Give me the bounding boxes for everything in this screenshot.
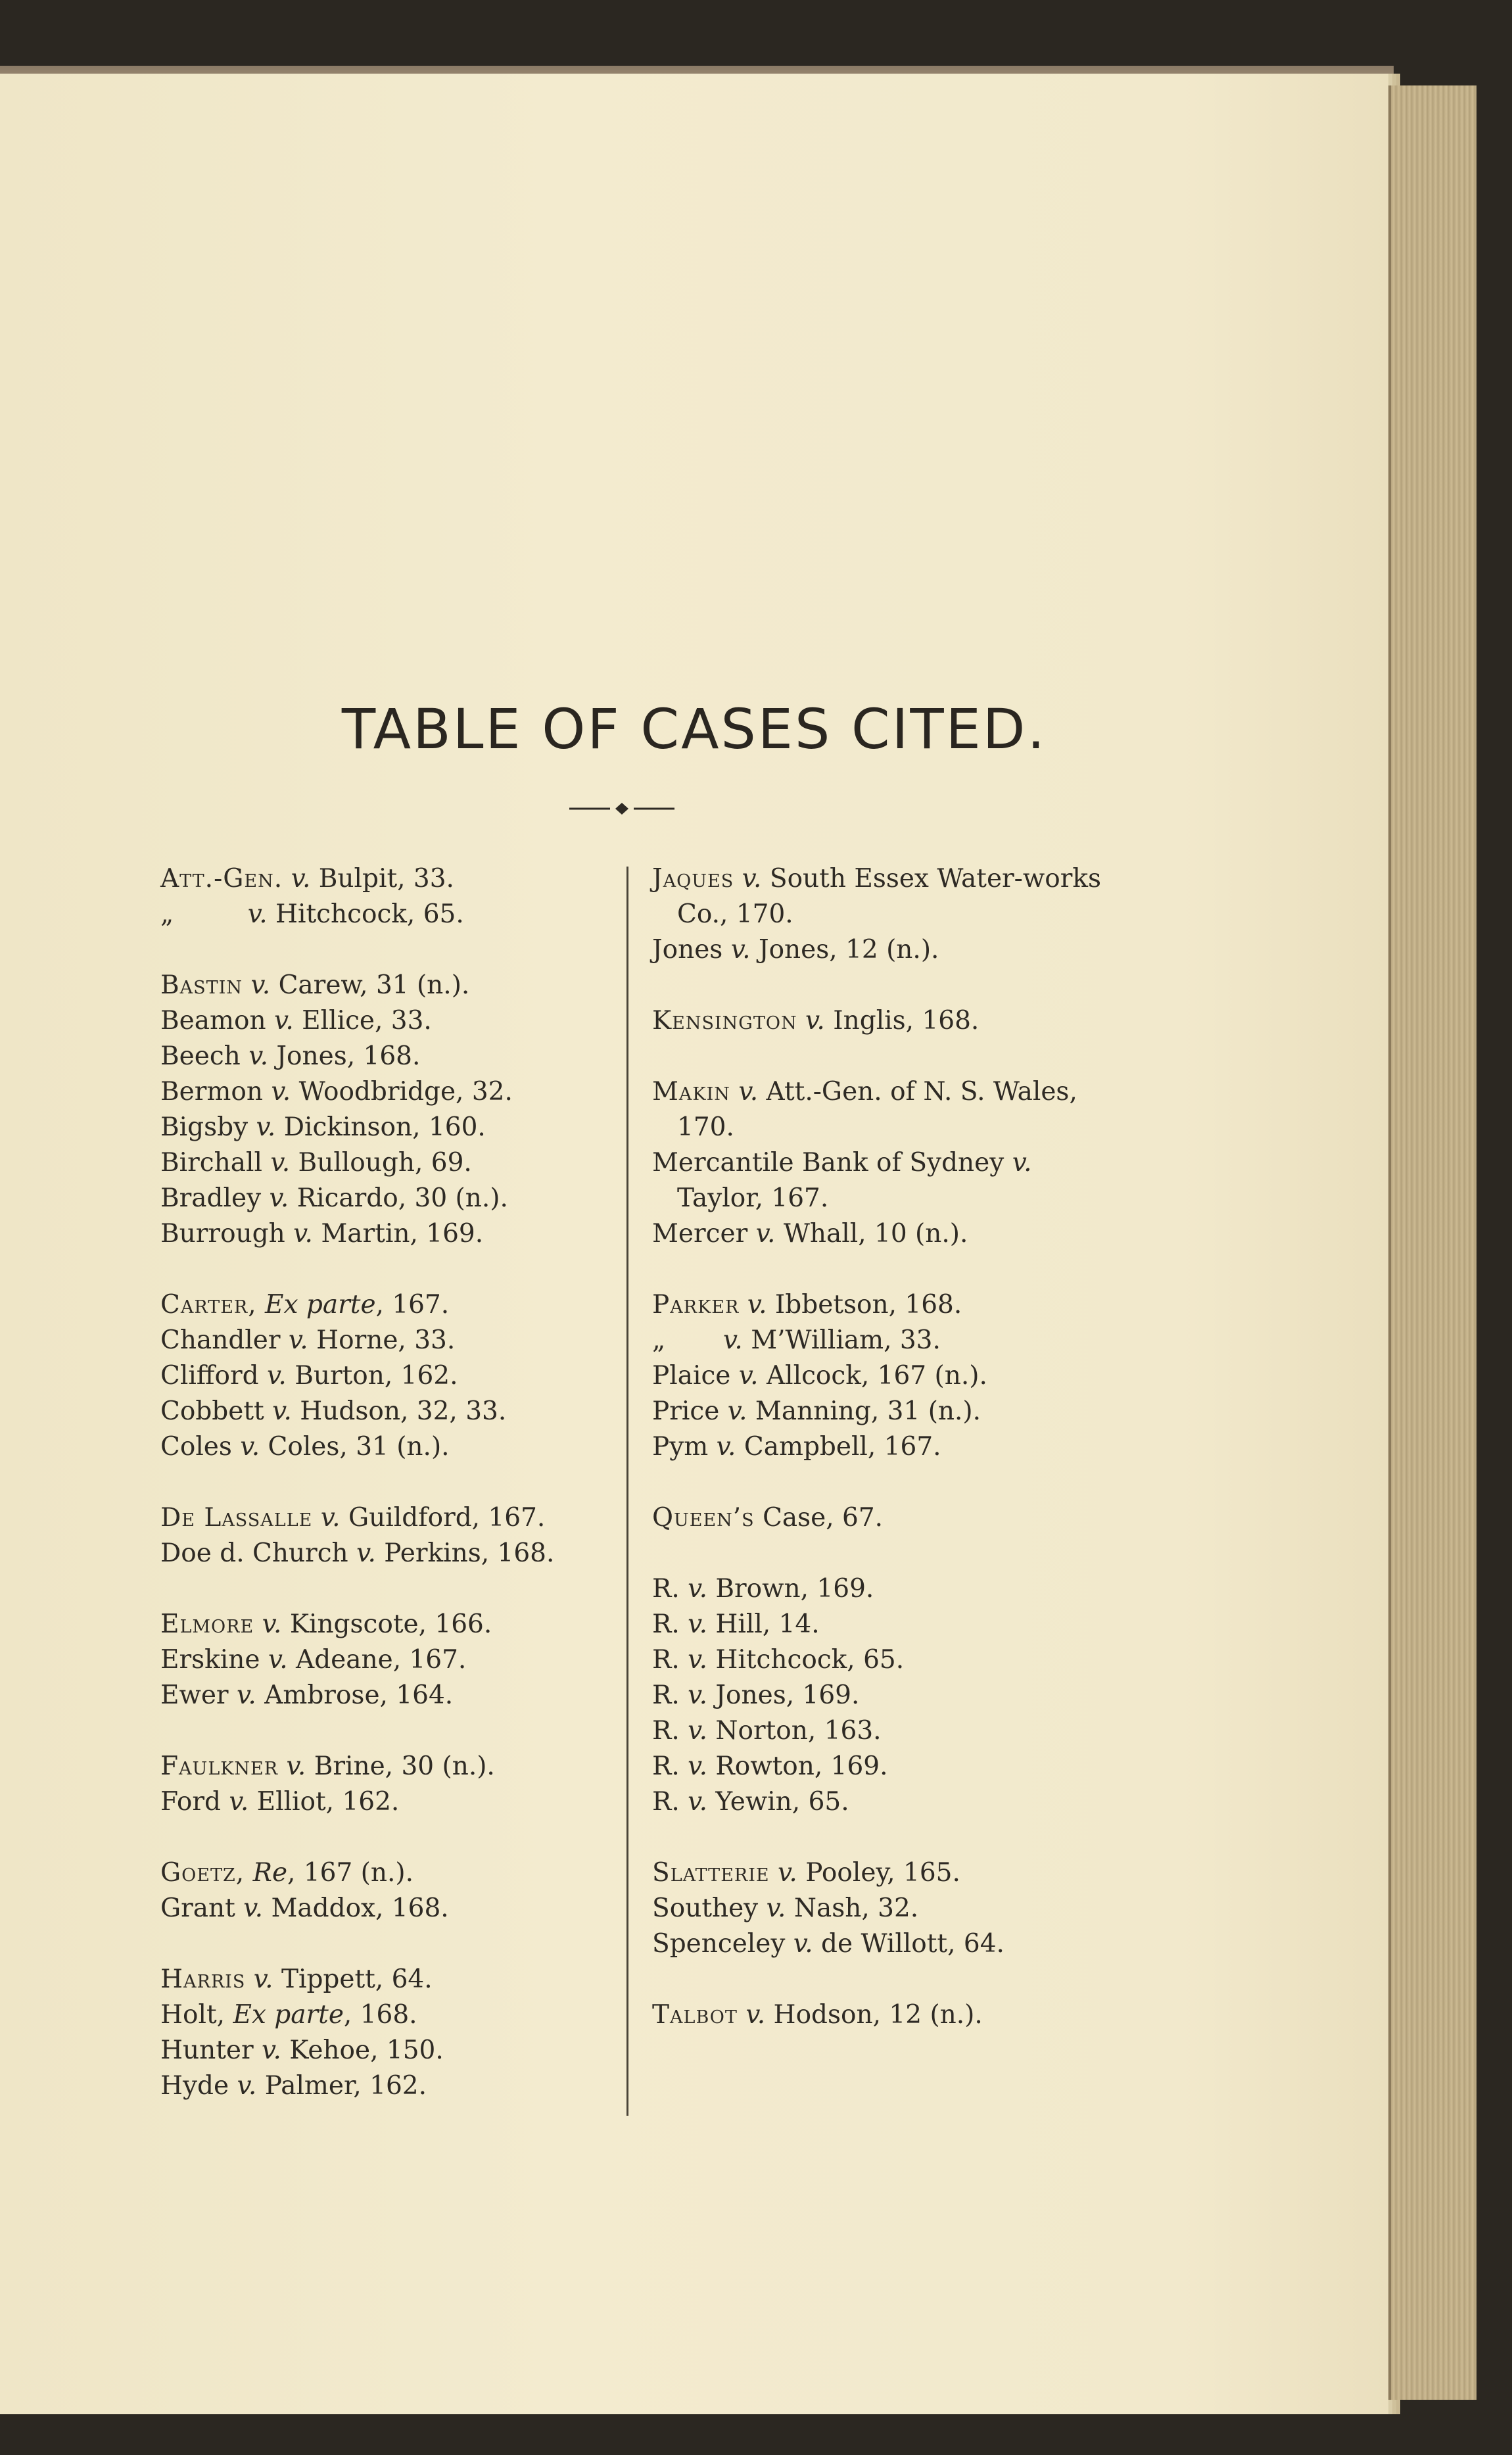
case-entry (652, 1287, 1119, 1323)
case-citation: v. Kingscote, 166. (262, 1609, 492, 1639)
case-citation: Erskine v. Adeane, 167. (160, 1645, 467, 1675)
case-letter-group (652, 1571, 1119, 1820)
italic-term: v. (286, 1752, 306, 1781)
page-stack-edge (1388, 85, 1477, 2400)
case-lead-name: Kensington (652, 1006, 797, 1036)
case-citation: Pym v. Campbell, 167. (652, 1432, 941, 1462)
italic-term: v. (742, 864, 762, 894)
case-entry (160, 1784, 621, 1820)
case-letter-group (160, 968, 621, 1252)
case-entry (160, 2033, 621, 2068)
case-entry (652, 1500, 1119, 1536)
italic-term: v. (229, 1787, 249, 1817)
italic-term: v. (268, 1645, 288, 1675)
case-letter-group (160, 1607, 621, 1713)
italic-term: v. (266, 1361, 287, 1391)
case-entry (160, 1181, 621, 1216)
italic-term: Re (252, 1858, 288, 1888)
case-entry (160, 1323, 621, 1358)
case-lead-name: Bastin (160, 970, 243, 1000)
case-entry (160, 1358, 621, 1394)
case-lead-name: „ (160, 899, 175, 929)
case-citation: Clifford v. Burton, 162. (160, 1361, 458, 1391)
case-lead-name: Faulkner (160, 1752, 279, 1781)
case-citation: Ford v. Elliot, 162. (160, 1787, 400, 1817)
case-letter-group (652, 1500, 1119, 1536)
italic-term: v. (250, 970, 271, 1000)
case-entry (652, 1145, 1119, 1216)
case-citation: v. South Essex Water-works Co., 170. (677, 864, 1110, 929)
italic-term: Ex parte (233, 2000, 344, 2030)
case-citation: Bigsby v. Dickinson, 160. (160, 1112, 486, 1142)
case-citation: v. Carew, 31 (n.). (250, 970, 470, 1000)
italic-term: v. (688, 1680, 707, 1710)
case-citation: Cobbett v. Hudson, 32, 33. (160, 1396, 507, 1426)
italic-term: v. (236, 1680, 256, 1710)
italic-term: v. (293, 1219, 313, 1249)
case-entry (652, 1394, 1119, 1429)
case-lead-name: Jaques (652, 864, 734, 894)
case-citation: Hunter v. Kehoe, 150. (160, 2036, 444, 2065)
case-letter-group (160, 1962, 621, 2104)
italic-term: v. (688, 1574, 707, 1604)
italic-term: v. (793, 1929, 813, 1959)
case-entry (160, 968, 621, 1003)
italic-term: v. (688, 1787, 707, 1817)
case-citation: v. Hodson, 12 (n.). (745, 2000, 983, 2030)
case-citation: Birchall v. Bullough, 69. (160, 1148, 472, 1178)
italic-term: v. (270, 1148, 291, 1178)
italic-term: v. (291, 864, 311, 894)
case-lead-name: Carter, (160, 1290, 257, 1320)
case-entry (652, 1642, 1119, 1678)
italic-term: Ex parte (265, 1290, 376, 1320)
case-letter-group (652, 861, 1119, 968)
italic-term: v. (237, 2071, 257, 2101)
case-entry (160, 1287, 621, 1323)
case-letter-group (652, 1855, 1119, 1962)
italic-term: v. (247, 899, 268, 929)
italic-term: v. (688, 1609, 707, 1639)
italic-term: v. (778, 1858, 797, 1888)
case-entry (160, 1110, 621, 1145)
case-lead-name: Slatterie (652, 1858, 770, 1888)
case-citation: Plaice v. Allcock, 167 (n.). (652, 1361, 987, 1391)
case-citation: Southey v. Nash, 32. (652, 1894, 919, 1923)
italic-term: v. (320, 1503, 341, 1533)
italic-term: v. (747, 1290, 767, 1320)
italic-term: v. (262, 2036, 281, 2065)
italic-term: v. (723, 1325, 743, 1355)
italic-term: v. (738, 1077, 759, 1107)
case-entry (652, 1926, 1119, 1962)
italic-term: v. (272, 1396, 292, 1426)
case-letter-group (160, 1855, 621, 1926)
italic-term: v. (243, 1894, 264, 1923)
case-citation: Coles v. Coles, 31 (n.). (160, 1432, 450, 1462)
italic-term: v. (755, 1219, 776, 1249)
case-citation: v. Brine, 30 (n.). (286, 1752, 495, 1781)
italic-term: v. (738, 1361, 759, 1391)
case-entry (160, 1891, 621, 1926)
case-entry (652, 1323, 1119, 1358)
case-entry (652, 1855, 1119, 1891)
case-lead-name: Parker (652, 1290, 740, 1320)
italic-term: v. (688, 1645, 707, 1675)
case-citation: v. Tippett, 64. (253, 1965, 433, 1994)
case-entry (160, 1039, 621, 1074)
case-citation: Ewer v. Ambrose, 164. (160, 1680, 454, 1710)
italic-term: v. (688, 1716, 707, 1746)
case-entry (652, 1216, 1119, 1252)
case-citation: v. Att.-Gen. of N. S. Wales, 170. (677, 1077, 1086, 1142)
case-letter-group (160, 1500, 621, 1571)
right-case-column (652, 861, 1119, 2068)
case-citation: R. v. Hill, 14. (652, 1609, 820, 1639)
case-entry (652, 932, 1119, 968)
case-entry (652, 1678, 1119, 1713)
case-letter-group (652, 1287, 1119, 1465)
case-citation: Burrough v. Martin, 169. (160, 1219, 484, 1249)
case-lead-name: Harris (160, 1965, 246, 1994)
case-entry (160, 1855, 621, 1891)
case-entry (160, 861, 621, 897)
case-entry (160, 1074, 621, 1110)
case-lead-name: Elmore (160, 1609, 254, 1639)
case-citation: R. v. Jones, 169. (652, 1680, 860, 1710)
case-citation: R. v. Hitchcock, 65. (652, 1645, 905, 1675)
case-citation: Doe d. Church v. Perkins, 168. (160, 1538, 555, 1568)
case-citation: Hyde v. Palmer, 162. (160, 2071, 427, 2101)
case-entry (652, 1997, 1119, 2033)
case-entry (652, 1003, 1119, 1039)
case-citation: v. M’William, 33. (723, 1325, 941, 1355)
italic-term: v. (727, 1396, 747, 1426)
case-letter-group (652, 1003, 1119, 1039)
case-entry (652, 1891, 1119, 1926)
case-entry (160, 1394, 621, 1429)
page-title: TABLE OF CASES CITED. (341, 697, 1047, 761)
case-entry (160, 2068, 621, 2104)
italic-term: v. (730, 935, 751, 965)
case-letter-group (160, 1749, 621, 1820)
case-entry (160, 1500, 621, 1536)
italic-term: v. (262, 1609, 282, 1639)
case-citation: v. Guildford, 167. (320, 1503, 546, 1533)
case-entry (160, 1642, 621, 1678)
case-citation: Beech v. Jones, 168. (160, 1041, 421, 1071)
left-case-column (160, 861, 621, 2139)
case-entry (160, 1749, 621, 1784)
italic-term: v. (688, 1752, 707, 1781)
case-lead-name: „ (652, 1325, 667, 1355)
case-entry (160, 1962, 621, 1997)
italic-term: v. (256, 1112, 276, 1142)
case-citation: Bradley v. Ricardo, 30 (n.). (160, 1183, 508, 1213)
case-entry (652, 1358, 1119, 1394)
case-citation: Grant v. Maddox, 168. (160, 1894, 449, 1923)
case-letter-group (160, 861, 621, 932)
case-citation: v. Bulpit, 33. (291, 864, 454, 894)
case-lead-name: Goetz, (160, 1858, 245, 1888)
column-divider (626, 867, 628, 2116)
case-letter-group (160, 1287, 621, 1465)
italic-term: v. (271, 1077, 291, 1107)
case-citation: Mercer v. Whall, 10 (n.). (652, 1219, 968, 1249)
case-letter-group (652, 1074, 1119, 1252)
case-citation: Price v. Manning, 31 (n.). (652, 1396, 981, 1426)
italic-term: v. (288, 1325, 308, 1355)
case-lead-name: Queen’s (652, 1503, 755, 1533)
case-citation: Case, 67. (754, 1503, 884, 1533)
case-citation: v. Ibbetson, 168. (747, 1290, 962, 1320)
case-citation: v. Hitchcock, 65. (247, 899, 464, 929)
italic-term: v. (269, 1183, 289, 1213)
italic-term: v. (253, 1965, 273, 1994)
case-citation: v. Pooley, 165. (778, 1858, 960, 1888)
case-entry (652, 1429, 1119, 1465)
italic-term: v. (240, 1432, 260, 1462)
case-citation: R. v. Norton, 163. (652, 1716, 882, 1746)
case-entry (160, 1678, 621, 1713)
italic-term: v. (805, 1006, 825, 1036)
case-citation: R. v. Rowton, 169. (652, 1752, 888, 1781)
case-entry (652, 1713, 1119, 1749)
case-entry (160, 1216, 621, 1252)
case-citation: R. v. Brown, 169. (652, 1574, 874, 1604)
case-entry (652, 1074, 1119, 1145)
case-entry (652, 1607, 1119, 1642)
case-entry (652, 861, 1119, 932)
case-entry (160, 1429, 621, 1465)
dash-diamond-dash-ornament-icon (569, 801, 674, 817)
case-citation: v. Inglis, 168. (805, 1006, 980, 1036)
case-entry (652, 1784, 1119, 1820)
italic-term: v. (273, 1006, 294, 1036)
case-citation: Jones v. Jones, 12 (n.). (652, 935, 939, 965)
case-citation: Beamon v. Ellice, 33. (160, 1006, 432, 1036)
case-entry (160, 897, 621, 932)
case-entry (652, 1571, 1119, 1607)
case-entry (160, 1536, 621, 1571)
case-lead-name: Talbot (652, 2000, 738, 2030)
case-entry (160, 1003, 621, 1039)
case-lead-name: Makin (652, 1077, 730, 1107)
italic-term: v. (745, 2000, 766, 2030)
case-entry (160, 1997, 621, 2033)
case-lead-name: De Lassalle (160, 1503, 313, 1533)
case-citation: Ex parte, 167. (265, 1290, 450, 1320)
case-letter-group (652, 1997, 1119, 2033)
case-entry (652, 1749, 1119, 1784)
case-citation: Chandler v. Horne, 33. (160, 1325, 456, 1355)
italic-term: v. (1012, 1148, 1032, 1178)
case-citation: Bermon v. Woodbridge, 32. (160, 1077, 513, 1107)
case-citation: R. v. Yewin, 65. (652, 1787, 849, 1817)
case-lead-name: Att.-Gen. (160, 864, 283, 894)
case-citation: Holt, Ex parte, 168. (160, 2000, 417, 2030)
italic-term: v. (766, 1894, 786, 1923)
italic-term: v. (356, 1538, 376, 1568)
case-citation: Re, 167 (n.). (252, 1858, 414, 1888)
case-entry (160, 1145, 621, 1181)
italic-term: v. (716, 1432, 736, 1462)
italic-term: v. (248, 1041, 268, 1071)
case-citation: Spenceley v. de Willott, 64. (652, 1929, 1004, 1959)
case-citation: Mercantile Bank of Sydney v. Taylor, 167. (652, 1148, 1040, 1213)
case-entry (160, 1607, 621, 1642)
